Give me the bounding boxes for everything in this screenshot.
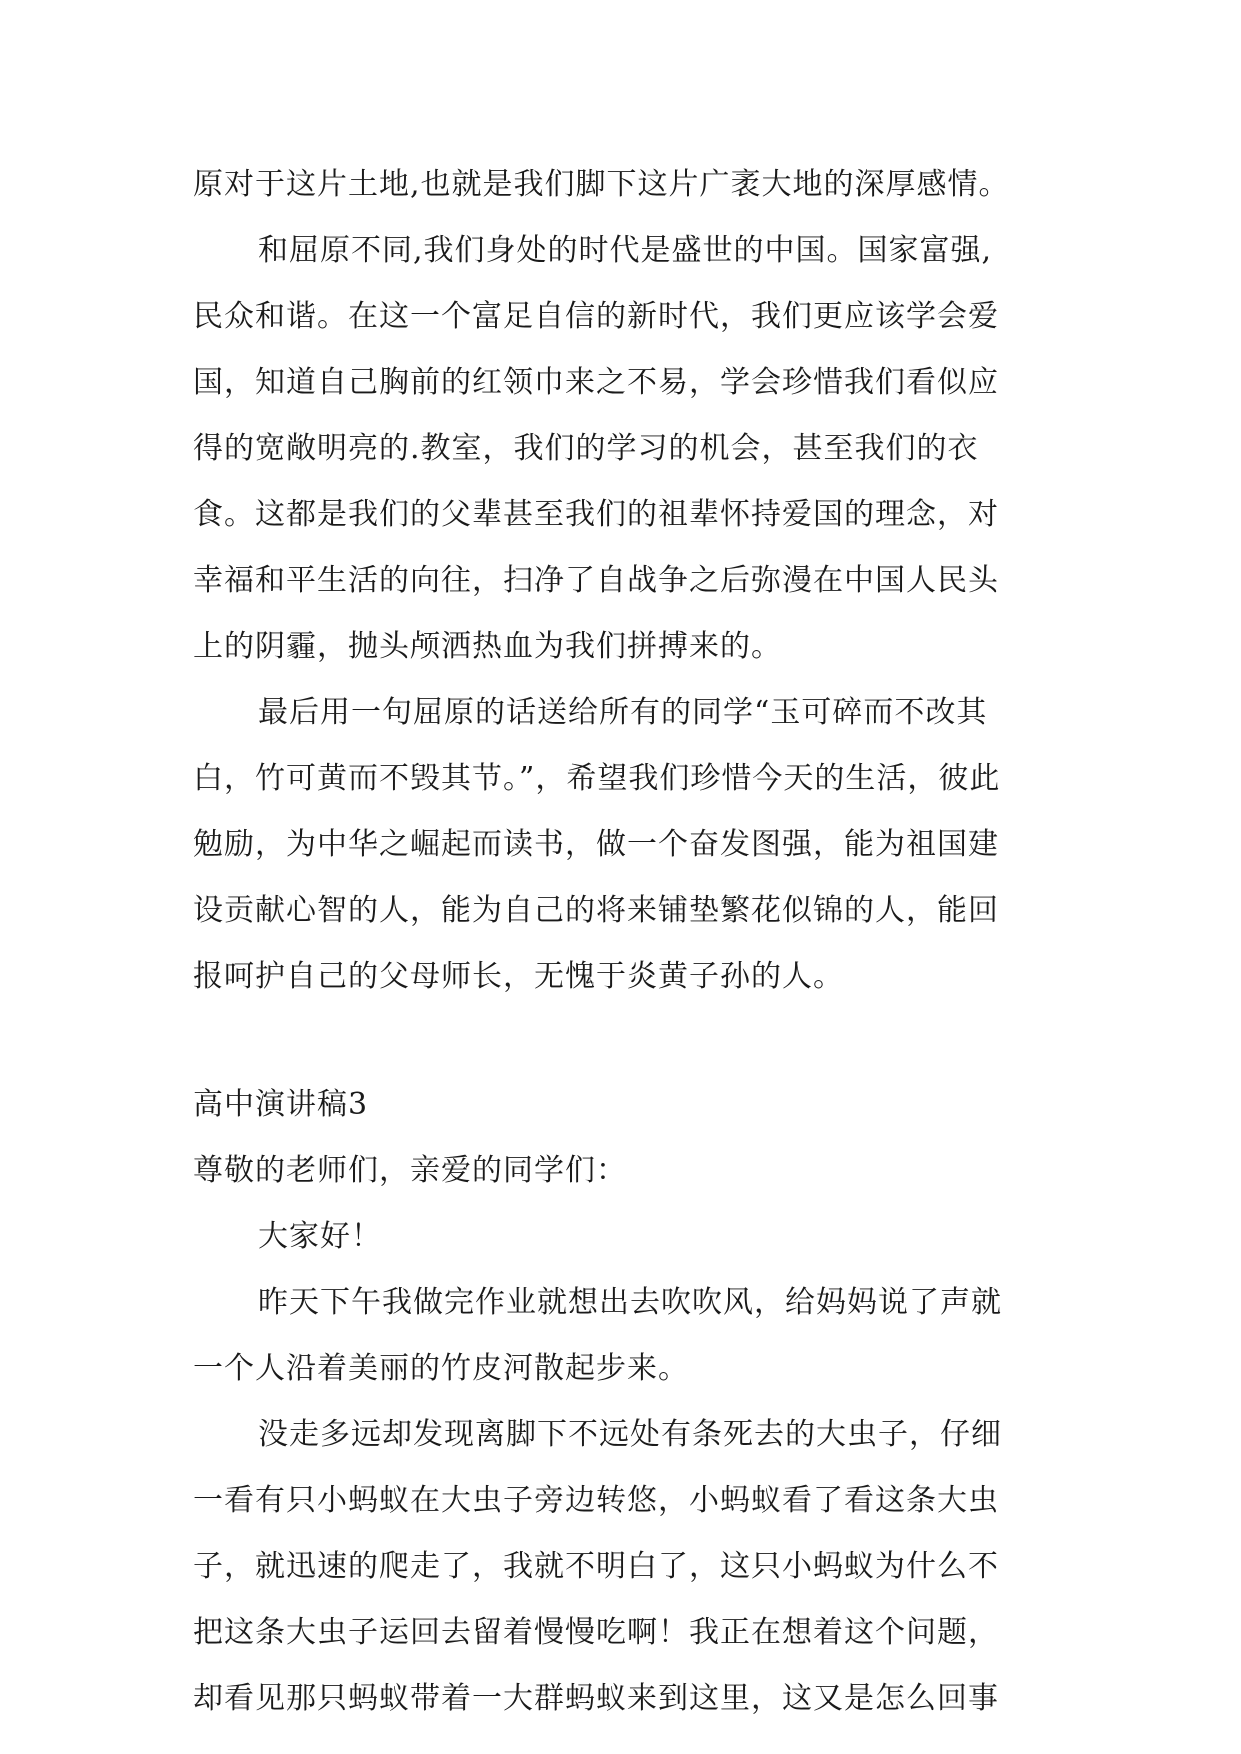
text-line: 白，竹可黄而不毁其节。”，希望我们珍惜今天的生活，彼此	[193, 761, 1001, 796]
text-line: 国，知道自己胸前的红领巾来之不易，学会珍惜我们看似应	[193, 365, 999, 400]
text-line: 却看见那只蚂蚁带着一大群蚂蚁来到这里，这又是怎么回事	[193, 1681, 999, 1716]
text-line: 一看有只小蚂蚁在大虫子旁边转悠，小蚂蚁看了看这条大虫	[193, 1483, 999, 1518]
salutation: 尊敬的老师们，亲爱的同学们：	[193, 1153, 627, 1188]
text-line: 原对于这片土地,也就是我们脚下这片广袤大地的深厚感情。	[193, 167, 1010, 202]
text-line: 报呵护自己的父母师长，无愧于炎黄子孙的人。	[193, 959, 844, 994]
text-line: 上的阴霾，抛头颅洒热血为我们拼搏来的。	[193, 629, 782, 664]
text-line: 幸福和平生活的向往，扫净了自战争之后弥漫在中国人民头	[193, 563, 999, 598]
text-line: 民众和谐。在这一个富足自信的新时代，我们更应该学会爱	[193, 299, 999, 334]
paragraph-start-line: 没走多远却发现离脚下不远处有条死去的大虫子，仔细	[258, 1417, 1002, 1452]
text-line: 食。这都是我们的父辈甚至我们的祖辈怀持爱国的理念，对	[193, 497, 999, 532]
text-line: 勉励，为中华之崛起而读书，做一个奋发图强，能为祖国建	[193, 827, 999, 862]
text-line: 设贡献心智的人，能为自己的将来铺垫繁花似锦的人，能回	[193, 893, 999, 928]
paragraph-start-line: 和屈原不同,我们身处的时代是盛世的中国。国家富强,	[258, 233, 993, 268]
text-line: 子，就迅速的爬走了，我就不明白了，这只小蚂蚁为什么不	[193, 1549, 999, 1584]
text-line: 得的宽敞明亮的.教室，我们的学习的机会，甚至我们的衣	[193, 431, 979, 466]
paragraph-start-line: 最后用一句屈原的话送给所有的同学“玉可碎而不改其	[258, 695, 988, 730]
greeting: 大家好！	[258, 1219, 382, 1254]
section-heading: 高中演讲稿3	[193, 1087, 369, 1122]
paragraph-start-line: 昨天下午我做完作业就想出去吹吹风，给妈妈说了声就	[258, 1285, 1002, 1320]
text-line: 把这条大虫子运回去留着慢慢吃啊！我正在想着这个问题，	[193, 1615, 999, 1650]
text-line: 一个人沿着美丽的竹皮河散起步来。	[193, 1351, 689, 1386]
